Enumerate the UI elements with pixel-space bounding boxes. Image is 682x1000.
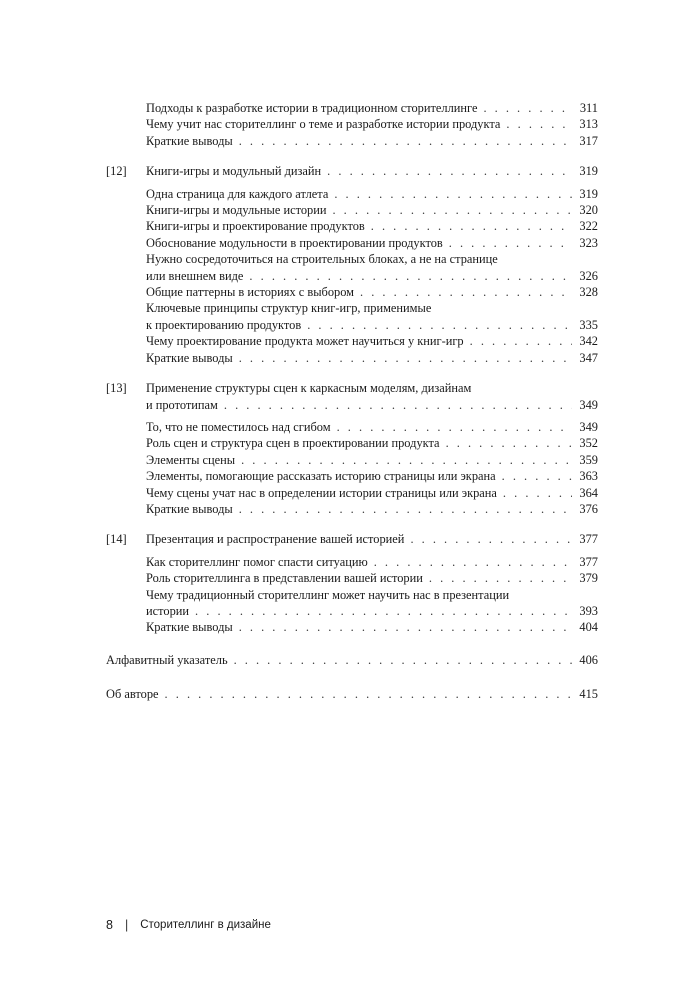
toc-entry-title: Общие паттерны в историях с выбором — [146, 285, 355, 300]
toc-entry[interactable] — [106, 619, 598, 635]
toc-entry-title: Обоснование модульности в проектировании продуктов — [146, 235, 443, 250]
toc-entry-page: 323 — [579, 235, 598, 250]
toc-entry-page: 313 — [579, 117, 598, 132]
leader-dots — [374, 554, 572, 570]
toc-entry-page: 376 — [579, 501, 598, 516]
toc-entry[interactable] — [106, 485, 598, 501]
toc-entry-page: 359 — [579, 452, 598, 467]
toc-entry-page: 317 — [579, 133, 598, 148]
leader-dots — [327, 163, 572, 179]
index-page: 406 — [579, 652, 598, 667]
toc-entry-title: Роль сцен и структура сцен в проектировании продукта — [146, 436, 440, 451]
toc-entry-page: 335 — [579, 317, 598, 332]
toc-entry-page: 319 — [579, 186, 598, 201]
toc-entry-page: 311 — [579, 101, 598, 115]
toc-entry-title-cont: или внешнем виде — [146, 268, 244, 283]
leader-dots — [429, 570, 572, 586]
toc-entry-title: Элементы сцены — [146, 452, 236, 467]
toc-entry-title: Чему традиционный сторителлинг может научить нас в презентации — [146, 587, 510, 602]
toc-entry[interactable] — [106, 251, 598, 284]
toc-entry[interactable] — [106, 116, 598, 132]
toc-entry-title: Ключевые принципы структур книг-игр, применимые — [146, 301, 432, 316]
toc-entry-title: Краткие выводы — [146, 501, 233, 516]
toc-entry-page: 379 — [579, 571, 598, 586]
toc-entry-page: 377 — [579, 554, 598, 569]
leader-dots — [239, 133, 572, 149]
toc-entry-title: Как сторителлинг помог спасти ситуацию — [146, 554, 368, 569]
chapter-page: 377 — [579, 532, 598, 547]
toc-entry-title: Элементы, помогающие рассказать историю страницы или экрана — [146, 469, 496, 484]
chapter-number: [12] — [106, 164, 127, 179]
toc-entry[interactable] — [106, 186, 598, 202]
toc-entry-title-cont: истории — [146, 603, 190, 618]
leader-dots — [337, 419, 572, 435]
leader-dots — [239, 350, 572, 366]
leader-dots — [307, 317, 572, 333]
leader-dots — [483, 100, 572, 116]
leader-dots — [239, 501, 572, 517]
chapter-title: Книги-игры и модульный дизайн — [146, 164, 322, 179]
toc-entry-title: Книги-игры и модульные истории — [146, 203, 327, 218]
toc-entry[interactable] — [106, 468, 598, 484]
footer-separator: | — [124, 918, 129, 932]
leader-dots — [470, 333, 572, 349]
toc-entry[interactable] — [106, 554, 598, 570]
chapter-page: 349 — [579, 397, 598, 412]
leader-dots — [360, 284, 572, 300]
toc-entry-title: Роль сторителлинга в представлении вашей истории — [146, 571, 423, 586]
toc-entry[interactable] — [106, 350, 598, 366]
toc-entry-page: 363 — [579, 469, 598, 484]
toc-entry-title: Краткие выводы — [146, 620, 233, 635]
toc-entry[interactable] — [106, 100, 598, 116]
toc-entry-page: 326 — [579, 268, 598, 283]
leader-dots — [371, 218, 572, 234]
toc-author[interactable] — [106, 686, 598, 702]
toc-entry-title-cont: к проектированию продуктов — [146, 317, 302, 332]
toc-entry-title: Краткие выводы — [146, 133, 233, 148]
leader-dots — [195, 603, 572, 619]
toc-entry-title: Одна страница для каждого атлета — [146, 186, 329, 201]
leader-dots — [239, 619, 572, 635]
page-footer — [106, 918, 271, 932]
toc-chapter-12[interactable] — [106, 163, 598, 179]
toc-entry-page: 404 — [579, 620, 598, 635]
toc-entry-page: 393 — [579, 603, 598, 618]
toc-entry-page: 349 — [579, 419, 598, 434]
toc-entry[interactable] — [106, 570, 598, 586]
page-number: 8 — [106, 918, 113, 932]
chapter-number: [13] — [106, 381, 127, 396]
toc-chapter-13[interactable] — [106, 380, 598, 413]
toc-entry-page: 352 — [579, 436, 598, 451]
toc-entry[interactable] — [106, 333, 598, 349]
leader-dots — [410, 531, 572, 547]
toc-entry-page: 322 — [579, 219, 598, 234]
leader-dots — [449, 235, 572, 251]
leader-dots — [334, 186, 572, 202]
author-title: Об авторе — [106, 687, 159, 702]
toc-entry-title: Подходы к разработке истории в традиционном сторителлинге — [146, 101, 478, 115]
leader-dots — [249, 268, 572, 284]
toc-entry[interactable] — [106, 501, 598, 517]
leader-dots — [241, 452, 572, 468]
leader-dots — [234, 652, 572, 668]
leader-dots — [165, 686, 572, 702]
toc-entry[interactable] — [106, 419, 598, 435]
chapter-title: Презентация и распространение вашей историей — [146, 532, 405, 547]
toc-entry[interactable] — [106, 133, 598, 149]
toc-entry[interactable] — [106, 300, 598, 333]
toc-entry[interactable] — [106, 452, 598, 468]
toc-entry-page: 320 — [579, 203, 598, 218]
toc-entry-title: Книги-игры и проектирование продуктов — [146, 219, 365, 234]
toc-entry[interactable] — [106, 235, 598, 251]
toc-entry[interactable] — [106, 284, 598, 300]
toc-entry-page: 364 — [579, 485, 598, 500]
chapter-title: Применение структуры сцен к каркасным моделям, дизайнам — [146, 381, 472, 396]
leader-dots — [446, 435, 572, 451]
table-of-contents — [106, 100, 598, 703]
toc-entry[interactable] — [106, 435, 598, 451]
leader-dots — [224, 397, 572, 413]
toc-entry-page: 328 — [579, 285, 598, 300]
toc-entry-page: 347 — [579, 350, 598, 365]
index-title: Алфавитный указатель — [106, 652, 228, 667]
leader-dots — [502, 468, 572, 484]
chapter-title-cont: и прототипам — [146, 397, 218, 412]
toc-entry-title: Чему проектирование продукта может научиться у книг-игр — [146, 334, 464, 349]
book-title: Сторителлинг в дизайне — [140, 919, 271, 931]
toc-entry-page: 342 — [579, 334, 598, 349]
toc-entry-title: Нужно сосредоточиться на строительных блоках, а не на странице — [146, 252, 498, 267]
toc-entry-title: То, что не поместилось над сгибом — [146, 419, 331, 434]
toc-index[interactable] — [106, 652, 598, 668]
toc-entry[interactable] — [106, 202, 598, 218]
toc-entry-title: Краткие выводы — [146, 350, 233, 365]
leader-dots — [332, 202, 572, 218]
toc-chapter-14[interactable] — [106, 531, 598, 547]
toc-entry[interactable] — [106, 218, 598, 234]
chapter-number: [14] — [106, 532, 127, 547]
toc-entry[interactable] — [106, 587, 598, 620]
author-page: 415 — [579, 687, 598, 702]
toc-entry-title: Чему учит нас сторителлинг о теме и разработке истории продукта — [146, 117, 501, 132]
chapter-page: 319 — [579, 164, 598, 179]
leader-dots — [503, 485, 572, 501]
toc-entry-title: Чему сцены учат нас в определении истории страницы или экрана — [146, 485, 497, 500]
leader-dots — [506, 116, 572, 132]
